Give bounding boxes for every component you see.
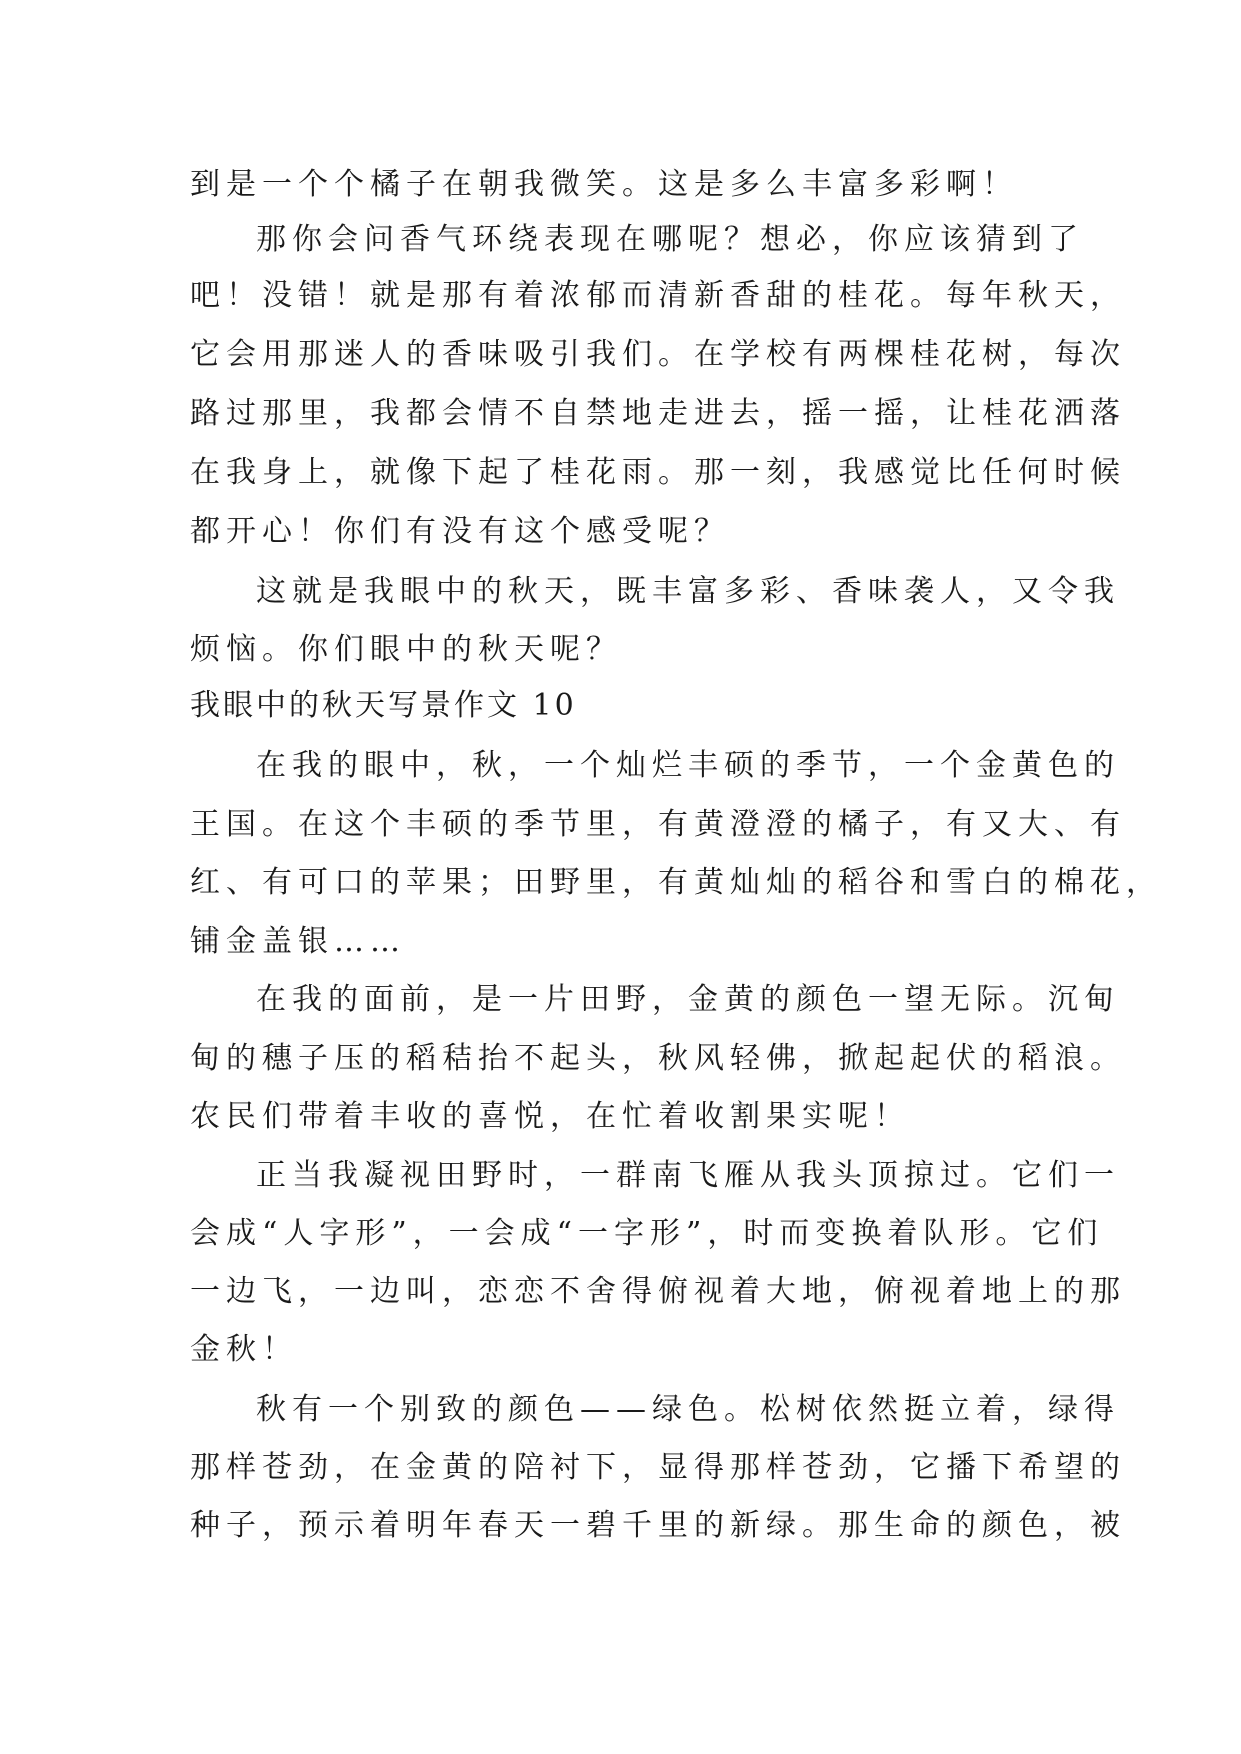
text-line: 吧！没错！就是那有着浓郁而清新香甜的桂花。每年秋天， [190,278,1126,313]
text-line: 铺金盖银…… [190,924,406,959]
text-line: 都开心！你们有没有这个感受呢？ [190,514,730,549]
paragraph-start-line: 在我的眼中，秋，一个灿烂丰硕的季节，一个金黄色的 [256,748,1120,783]
text-line: 红、有可口的苹果；田野里，有黄灿灿的稻谷和雪白的棉花， [190,865,1162,900]
paragraph-start-line: 在我的面前，是一片田野，金黄的颜色一望无际。沉甸 [256,982,1120,1017]
text-line: 金秋！ [190,1332,298,1367]
section-heading: 我眼中的秋天写景作文 10 [190,688,577,723]
paragraph-start-line: 那你会问香气环绕表现在哪呢？想必，你应该猜到了 [256,222,1084,257]
text-line: 那样苍劲，在金黄的陪衬下，显得那样苍劲，它播下希望的 [190,1450,1126,1485]
text-line: 它会用那迷人的香味吸引我们。在学校有两棵桂花树，每次 [190,337,1126,372]
paragraph-start-line: 秋有一个别致的颜色——绿色。松树依然挺立着，绿得 [256,1392,1120,1427]
text-line: 一边飞，一边叫，恋恋不舍得俯视着大地，俯视着地上的那 [190,1274,1126,1309]
text-line: 甸的穗子压的稻秸抬不起头，秋风轻佛，掀起起伏的稻浪。 [190,1041,1126,1076]
paragraph-start-line: 正当我凝视田野时，一群南飞雁从我头顶掠过。它们一 [256,1158,1120,1193]
text-line: 到是一个个橘子在朝我微笑。这是多么丰富多彩啊！ [190,167,1018,202]
text-line: 农民们带着丰收的喜悦，在忙着收割果实呢！ [190,1099,910,1134]
text-line: 王国。在这个丰硕的季节里，有黄澄澄的橘子，有又大、有 [190,807,1126,842]
text-line: 路过那里，我都会情不自禁地走进去，摇一摇，让桂花洒落 [190,396,1126,431]
text-line: 烦恼。你们眼中的秋天呢？ [190,632,622,667]
text-line: 在我身上，就像下起了桂花雨。那一刻，我感觉比任何时候 [190,455,1126,490]
paragraph-start-line: 这就是我眼中的秋天，既丰富多彩、香味袭人，又令我 [256,574,1120,609]
text-line: 会成“人字形”，一会成“一字形”，时而变换着队形。它们 [190,1216,1104,1251]
text-line: 种子，预示着明年春天一碧千里的新绿。那生命的颜色，被 [190,1508,1126,1543]
